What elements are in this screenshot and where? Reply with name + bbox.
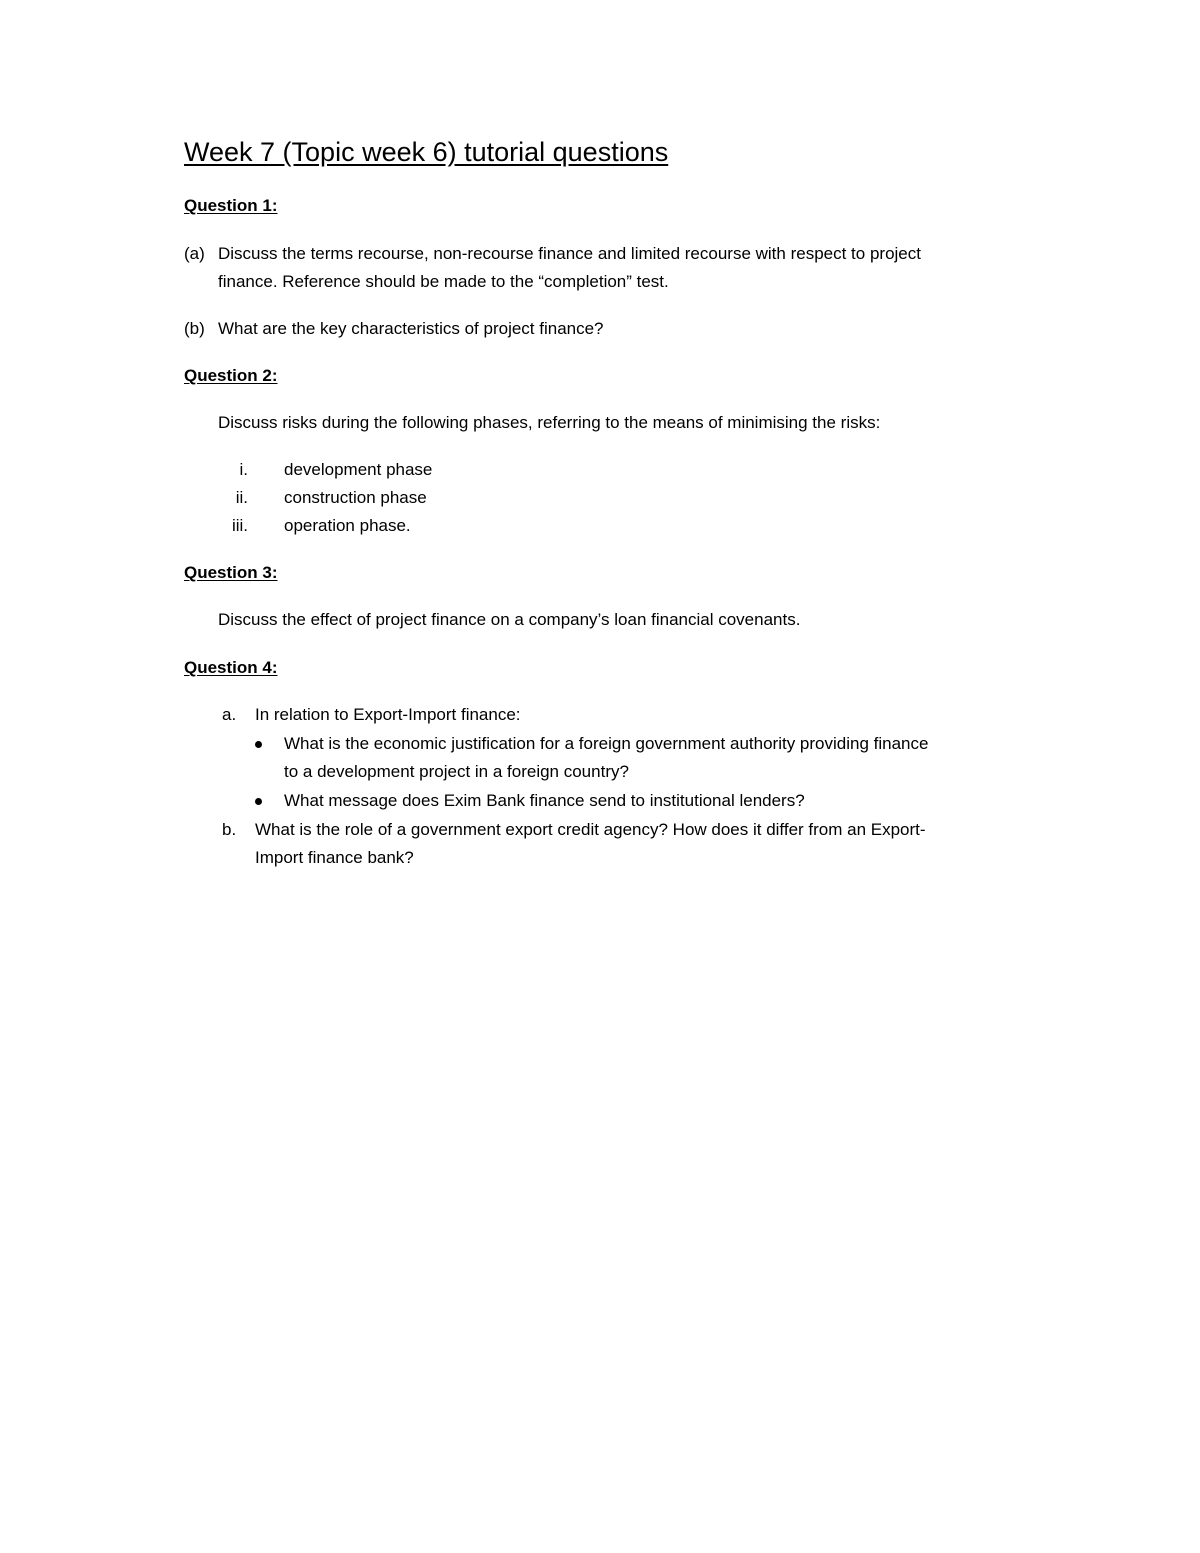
q4-b-line-1: What is the role of a government export credit agency? How does it differ from an Export-	[255, 820, 926, 839]
page-title: Week 7 (Topic week 6) tutorial questions	[184, 137, 669, 167]
q1-b-text: What are the key characteristics of project finance?	[218, 319, 604, 338]
q4-b-line-2: Import finance bank?	[255, 848, 414, 867]
bullet-icon	[255, 798, 262, 805]
q4-b-marker: b.	[222, 820, 237, 839]
question-3-heading: Question 3:	[184, 563, 278, 582]
q1-a-line-2: finance. Reference should be made to the “completion” test.	[218, 272, 669, 291]
q4-a-text: In relation to Export-Import finance:	[255, 705, 521, 724]
q4-bullet-2: What message does Exim Bank finance send to institutional lenders?	[284, 791, 805, 810]
q3-text: Discuss the effect of project finance on a company’s loan financial covenants.	[218, 610, 801, 629]
question-4-heading: Question 4:	[184, 658, 278, 677]
q2-item-1-marker: i.	[239, 460, 248, 479]
q2-item-1-text: development phase	[284, 460, 433, 479]
q1-a-marker: (a)	[184, 244, 205, 263]
q4-a-marker: a.	[222, 705, 237, 724]
q2-intro: Discuss risks during the following phases, referring to the means of minimising the risks:	[218, 413, 881, 432]
question-1-heading: Question 1:	[184, 196, 278, 215]
q2-item-3-text: operation phase.	[284, 516, 411, 535]
q2-item-2-text: construction phase	[284, 488, 427, 507]
q2-item-3-marker: iii.	[231, 516, 248, 535]
q4-bullet-1-line-1: What is the economic justification for a foreign government authority providing finance	[284, 734, 929, 753]
q2-item-2-marker: ii.	[235, 488, 248, 507]
q4-bullet-1-line-2: to a development project in a foreign country?	[284, 762, 629, 781]
q1-b-marker: (b)	[184, 319, 205, 338]
bullet-icon	[255, 741, 262, 748]
q1-a-line-1: Discuss the terms recourse, non-recourse finance and limited recourse with respect to project	[218, 244, 921, 263]
question-2-heading: Question 2:	[184, 366, 278, 385]
